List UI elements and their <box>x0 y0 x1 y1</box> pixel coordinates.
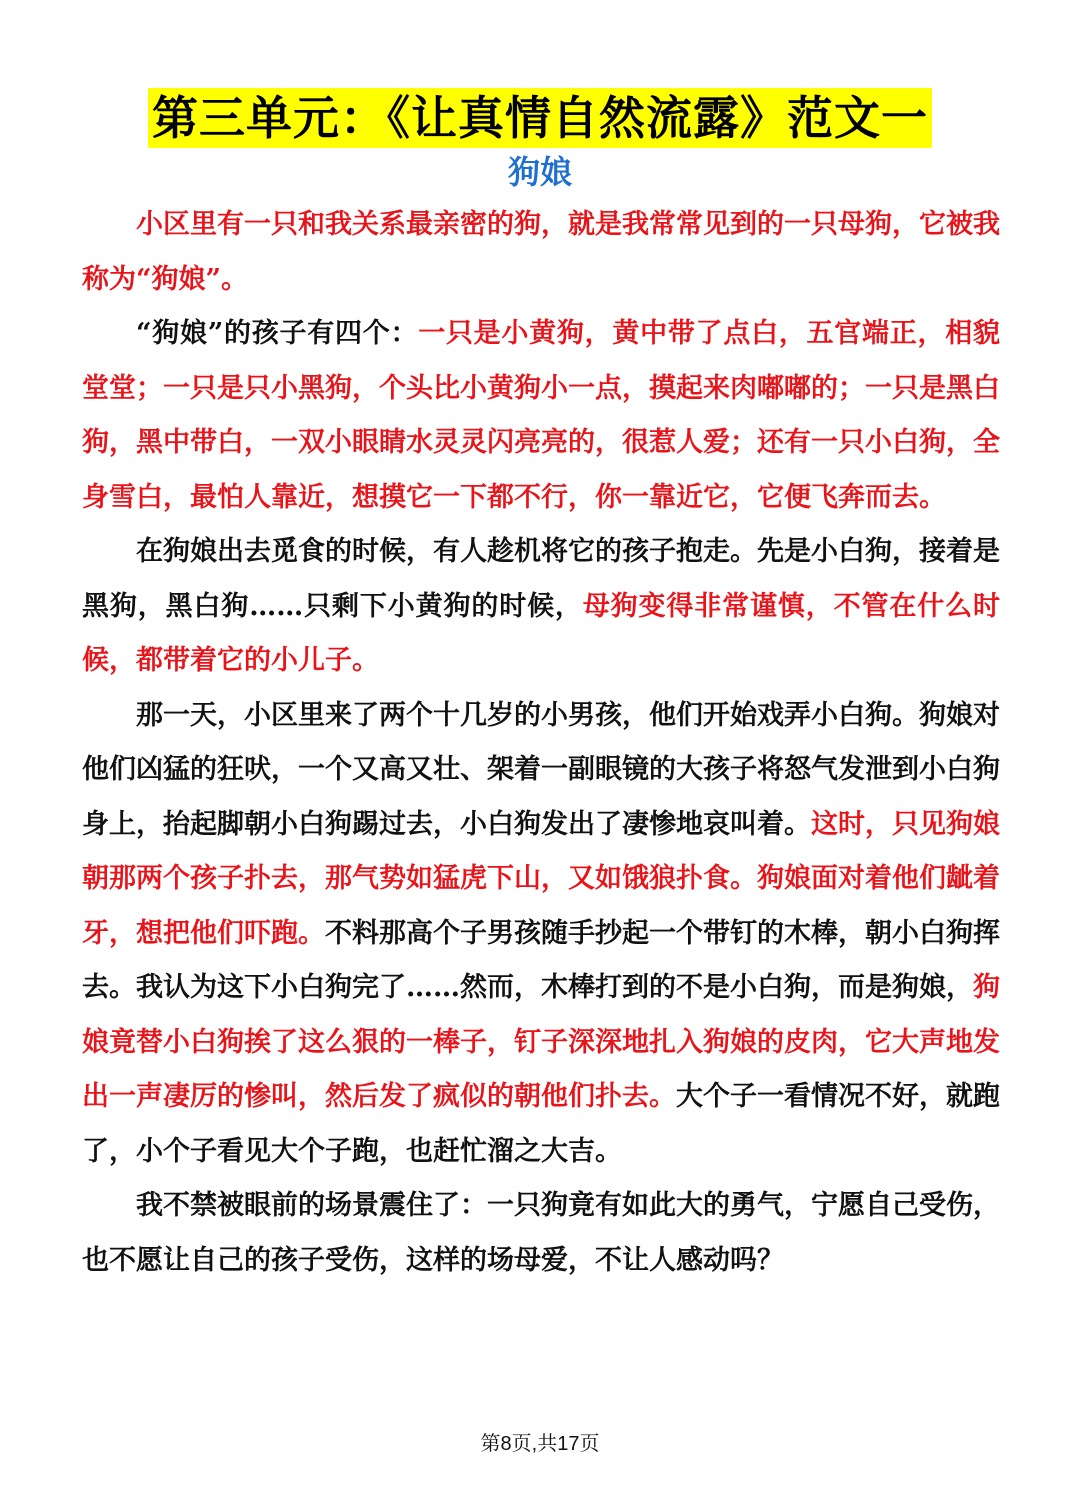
paragraph-3 <box>82 525 1000 689</box>
paragraph-1 <box>82 198 1000 307</box>
page-title: 第三单元：《让真情自然流露》范文一 <box>148 88 932 148</box>
essay-body <box>82 198 1000 1288</box>
paragraph-2 <box>82 307 1000 525</box>
text-segment: 那一天，小区里来了两个十几岁的小男孩，他们开始戏弄小白狗。狗娘对他们凶猛的狂吠，一个又高又壮、架着一副眼镜的大孩子将怒气发泄到小白狗身上，抬起脚朝小白狗踢过去，小白狗发出了凄惨地哀叫着。 <box>82 699 1000 840</box>
text-segment: 大个子一看情况不好，就跑了，小个子看见大个子跑，也赶忙溜之大吉。 <box>82 1081 1000 1167</box>
page-number: 第8页,共17页 <box>480 1433 600 1455</box>
text-segment: 在狗娘出去觅食的时候，有人趁机将它的孩子抱走。先是小白狗，接着是黑狗，黑白狗……只剩下小黄狗的时候， <box>82 536 1000 622</box>
paragraph-4 <box>82 689 1000 1180</box>
essay-title: 狗娘 <box>507 153 572 191</box>
text-segment: 我不禁被眼前的场景震住了：一只狗竟有如此大的勇气，宁愿自己受伤，也不愿让自己的孩子受伤，这样的场母爱，不让人感动吗？ <box>82 1190 1000 1276</box>
text-segment-highlight: 母狗变得非常谨慎，不管在什么时候，都带着它的小儿子。 <box>82 590 1001 676</box>
title-container <box>0 88 1080 148</box>
text-segment-highlight: 这时，只见狗娘朝那两个孩子扑去，那气势如猛虎下山，又如饿狼扑食。狗娘面对着他们龇着牙，想把他们吓跑。 <box>82 808 1000 949</box>
text-segment-highlight: 狗娘竟替小白狗挨了这么狠的一棒子，钉子深深地扎入狗娘的皮肉，它大声地发出一声凄厉的惨叫，然后发了疯似的朝他们扑去。 <box>82 972 1000 1112</box>
text-segment: “狗娘”的孩子有四个： <box>136 318 419 349</box>
text-segment-highlight: 一只是小黄狗，黄中带了点白，五官端正，相貌堂堂；一只是只小黑狗，个头比小黄狗小一点，摸起来肉嘟嘟的；一只是黑白狗，黑中带白，一双小眼睛水灵灵闪亮亮的，很惹人爱；还有一只小白狗，全身雪白，最怕人靠近，想摸它一下都不行，你一靠近它，它便飞奔而去。 <box>82 318 1001 513</box>
paragraph-5 <box>82 1179 1000 1288</box>
text-segment: 不料那高个子男孩随手抄起一个带钉的木棒，朝小白狗挥去。我认为这下小白狗完了……然而，木棒打到的不是小白狗，而是狗娘， <box>82 917 1000 1003</box>
text-segment: 小区里有一只和我关系最亲密的狗，就是我常常见到的一只母狗，它被我称为“狗娘”。 <box>82 209 1000 295</box>
